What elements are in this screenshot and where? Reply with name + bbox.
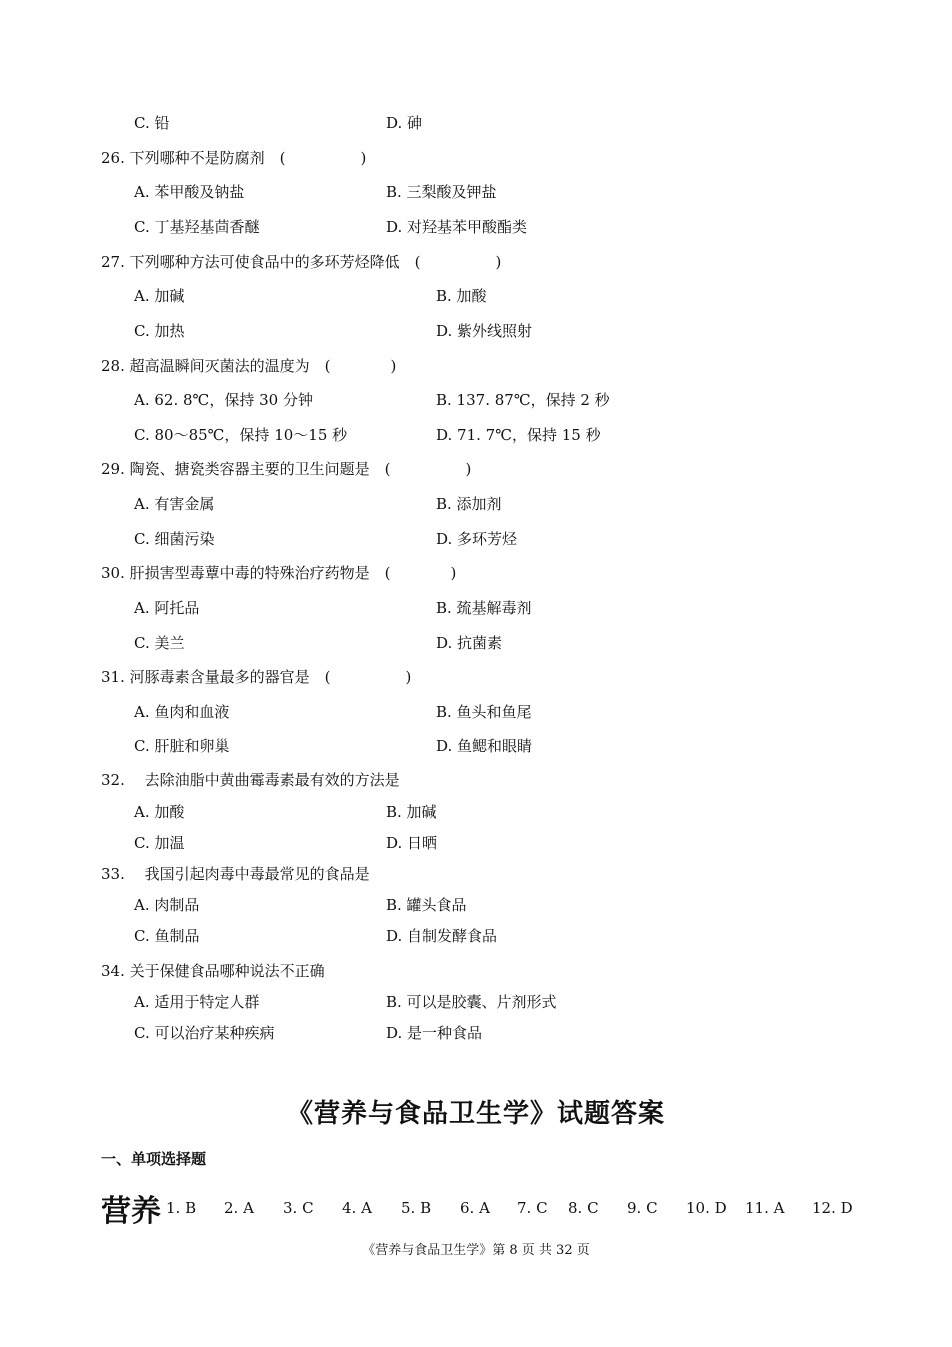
answer-item: 9. C [627, 1199, 658, 1217]
option-d: D. 自制发酵食品 [386, 927, 498, 945]
answer-item: 6. A [460, 1199, 490, 1217]
option-d: D. 是一种食品 [386, 1024, 483, 1042]
option-c: C. 加温 [134, 834, 185, 852]
option-a: A. 鱼肉和血液 [134, 703, 230, 721]
option-d: D. 鱼鳃和眼睛 [436, 737, 533, 755]
answer-item: 4. A [342, 1199, 372, 1217]
question-27: 27. 下列哪种方法可使食品中的多环芳烃降低 ( ) [101, 253, 502, 271]
option-c: C. 可以治疗某种疾病 [134, 1024, 275, 1042]
page-footer: 《营养与食品卫生学》第 8 页 共 32 页 [362, 1243, 590, 1258]
option-c: C. 80～85℃，保持 10～15 秒 [134, 426, 348, 444]
question-30: 30. 肝损害型毒蕈中毒的特殊治疗药物是 ( ) [101, 564, 457, 582]
option-a: A. 适用于特定人群 [134, 993, 260, 1011]
question-32: 32. 去除油脂中黄曲霉毒素最有效的方法是 [101, 771, 400, 789]
question-26: 26. 下列哪种不是防腐剂 ( ) [101, 149, 367, 167]
option-a: A. 62. 8℃，保持 30 分钟 [134, 391, 313, 409]
option-b: B. 鱼头和鱼尾 [436, 703, 532, 721]
option-c: C. 美兰 [134, 634, 185, 652]
answer-item: 2. A [224, 1199, 254, 1217]
option-c: C. 丁基羟基茴香醚 [134, 218, 260, 236]
answer-item: 12. D [812, 1199, 853, 1217]
option-b: B. 加酸 [436, 287, 487, 305]
option-b: B. 可以是胶囊、片剂形式 [386, 993, 557, 1011]
answer-item: 1. B [166, 1199, 197, 1217]
option-c: C. 细菌污染 [134, 530, 215, 548]
section-heading: 一、单项选择题 [101, 1150, 207, 1168]
option-c: C. 加热 [134, 322, 185, 340]
option-c: C. 肝脏和卵巢 [134, 737, 230, 755]
answer-item: 8. C [568, 1199, 599, 1217]
option-b: B. 三梨酸及钾盐 [386, 183, 497, 201]
option-a: A. 阿托品 [134, 599, 200, 617]
option-d: D. 抗菌素 [436, 634, 503, 652]
question-31: 31. 河豚毒素含量最多的器官是 ( ) [101, 668, 412, 686]
question-28: 28. 超高温瞬间灭菌法的温度为 ( ) [101, 357, 397, 375]
option-a: A. 加酸 [134, 803, 185, 821]
option-b: B. 添加剂 [436, 495, 502, 513]
answer-item: 10. D [686, 1199, 727, 1217]
option-d: D. 日晒 [386, 834, 438, 852]
option-c: C. 鱼制品 [134, 927, 200, 945]
option-d: D. 紫外线照射 [436, 322, 533, 340]
option-a: A. 肉制品 [134, 896, 200, 914]
option-b: B. 巯基解毒剂 [436, 599, 532, 617]
answers-title: 《营养与食品卫生学》试题答案 [286, 1099, 665, 1129]
option-c: C. 铅 [134, 114, 170, 132]
option-b: B. 137. 87℃，保持 2 秒 [436, 391, 610, 409]
question-29: 29. 陶瓷、搪瓷类容器主要的卫生问题是 ( ) [101, 460, 472, 478]
option-a: A. 苯甲酸及钠盐 [134, 183, 245, 201]
option-b: B. 罐头食品 [386, 896, 467, 914]
answer-item: 3. C [283, 1199, 314, 1217]
answer-item: 5. B [401, 1199, 432, 1217]
option-a: A. 有害金属 [134, 495, 215, 513]
question-33: 33. 我国引起肉毒中毒最常见的食品是 [101, 865, 370, 883]
answer-item: 11. A [745, 1199, 785, 1217]
question-34: 34. 关于保健食品哪种说法不正确 [101, 962, 325, 980]
answer-item: 7. C [517, 1199, 548, 1217]
option-a: A. 加碱 [134, 287, 185, 305]
option-d: D. 71. 7℃，保持 15 秒 [436, 426, 601, 444]
option-b: B. 加碱 [386, 803, 437, 821]
option-d: D. 对羟基苯甲酸酯类 [386, 218, 528, 236]
option-d: D. 砷 [386, 114, 423, 132]
option-d: D. 多环芳烃 [436, 530, 518, 548]
answer-label: 营养 [101, 1194, 161, 1229]
